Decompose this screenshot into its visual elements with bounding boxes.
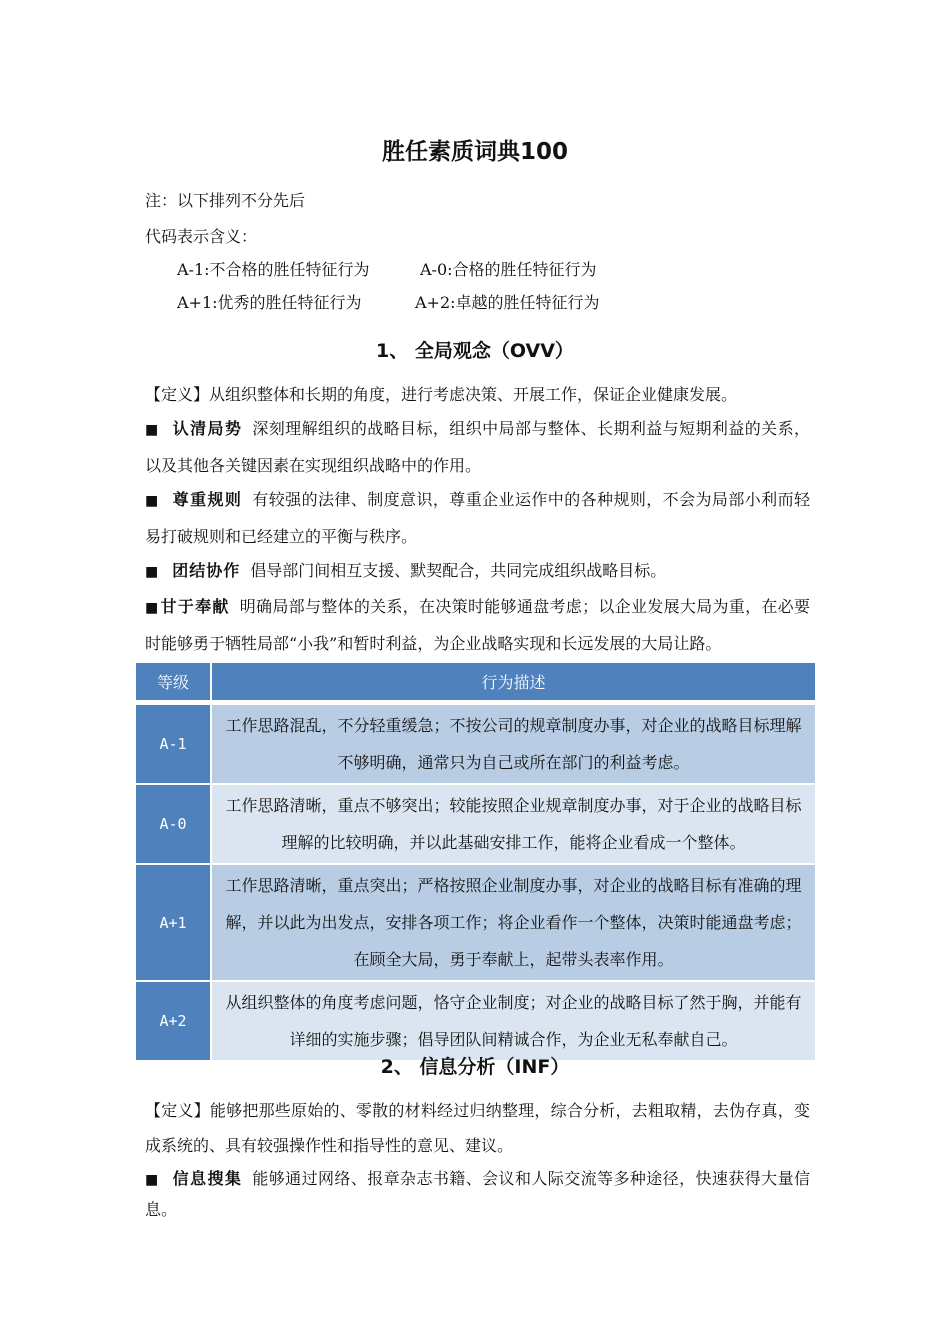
- section2-item-1: [145, 1164, 810, 1225]
- item-text: 能够通过网络、报章杂志书籍、会议和人际交流等多种途径，快速获得大量信息。: [145, 1169, 810, 1219]
- table-row: [136, 982, 815, 1062]
- level-cell: A+1: [136, 865, 212, 982]
- section1-item-3: [145, 553, 810, 590]
- table-row: [136, 705, 815, 785]
- level-cell: A-1: [136, 705, 212, 785]
- level-cell: A-0: [136, 785, 212, 865]
- description-cell: 工作思路混乱，不分轻重缓急；不按公司的规章制度办事，对企业的战略目标理解不够明确，通常只为自己或所在部门的利益考虑。: [212, 705, 815, 785]
- item-keyword: 认清局势: [172, 419, 243, 438]
- code-a-0: A-0:合格的胜任特征行为: [420, 260, 597, 279]
- competency-level-table: [136, 663, 815, 1062]
- bullet-square-icon: ■: [145, 493, 159, 509]
- section1-definition: 【定义】从组织整体和长期的角度，进行考虑决策、开展工作，保证企业健康发展。: [145, 385, 738, 404]
- code-a-plus-2: A+2:卓越的胜任特征行为: [415, 293, 600, 312]
- ordering-note: 注：以下排列不分先后: [145, 191, 306, 210]
- description-cell: 从组织整体的角度考虑问题，恪守企业制度；对企业的战略目标了然于胸，并能有详细的实施步骤；倡导团队间精诚合作，为企业无私奉献自己。: [212, 982, 815, 1062]
- item-text: 有较强的法律、制度意识，尊重企业运作中的各种规则，不会为局部小利而轻易打破规则和已经建立的平衡与秩序。: [145, 490, 810, 546]
- item-keyword: 团结协作: [172, 561, 241, 580]
- description-cell: 工作思路清晰，重点不够突出；较能按照企业规章制度办事，对于企业的战略目标理解的比较明确，并以此基础安排工作，能将企业看成一个整体。: [212, 785, 815, 865]
- item-keyword: 尊重规则: [172, 490, 243, 509]
- section2-definition: 【定义】能够把那些原始的、零散的材料经过归纳整理，综合分析，去粗取精，去伪存真，变成系统的、具有较强操作性和指导性的意见、建议。: [145, 1101, 810, 1155]
- header-level: 等级: [136, 663, 212, 700]
- table-row: [136, 785, 815, 865]
- section1-item-2: [145, 482, 810, 554]
- section2-heading: 2、 信息分析（INF）: [380, 1056, 570, 1078]
- bullet-square-icon: ■: [145, 422, 159, 438]
- code-intro: 代码表示含义：: [145, 227, 258, 246]
- item-text: 深刻理解组织的战略目标，组织中局部与整体、长期利益与短期利益的关系，以及其他各关键因素在实现组织战略中的作用。: [145, 419, 810, 475]
- code-a-plus-1: A+1:优秀的胜任特征行为: [177, 293, 362, 312]
- item-keyword: 信息搜集: [172, 1169, 243, 1188]
- section1-item-4: [145, 589, 810, 661]
- bullet-square-icon: ■: [145, 600, 159, 616]
- level-cell: A+2: [136, 982, 212, 1062]
- item-keyword: 甘于奉献: [160, 597, 230, 616]
- item-text: 明确局部与整体的关系，在决策时能够通盘考虑；以企业发展大局为重，在必要时能够勇于牺牲局部“小我”和暂时利益，为企业战略实现和长远发展的大局让路。: [145, 597, 810, 653]
- table-row: [136, 865, 815, 982]
- code-a-minus-1: A-1:不合格的胜任特征行为: [177, 260, 370, 279]
- bullet-square-icon: ■: [145, 564, 159, 580]
- section1-item-1: [145, 411, 810, 483]
- description-cell: 工作思路清晰，重点突出；严格按照企业制度办事，对企业的战略目标有准确的理解，并以此为出发点，安排各项工作；将企业看作一个整体，决策时能通盘考虑；在顾全大局，勇于奉献上，起带头表率作用。: [212, 865, 815, 982]
- header-description: 行为描述: [212, 663, 815, 700]
- item-text: 倡导部门间相互支援、默契配合，共同完成组织战略目标。: [250, 561, 667, 580]
- document-title: 胜任素质词典100: [381, 139, 568, 165]
- bullet-square-icon: ■: [145, 1172, 159, 1188]
- table-header-row: [136, 663, 815, 700]
- section1-heading: 1、 全局观念（OVV）: [376, 340, 574, 362]
